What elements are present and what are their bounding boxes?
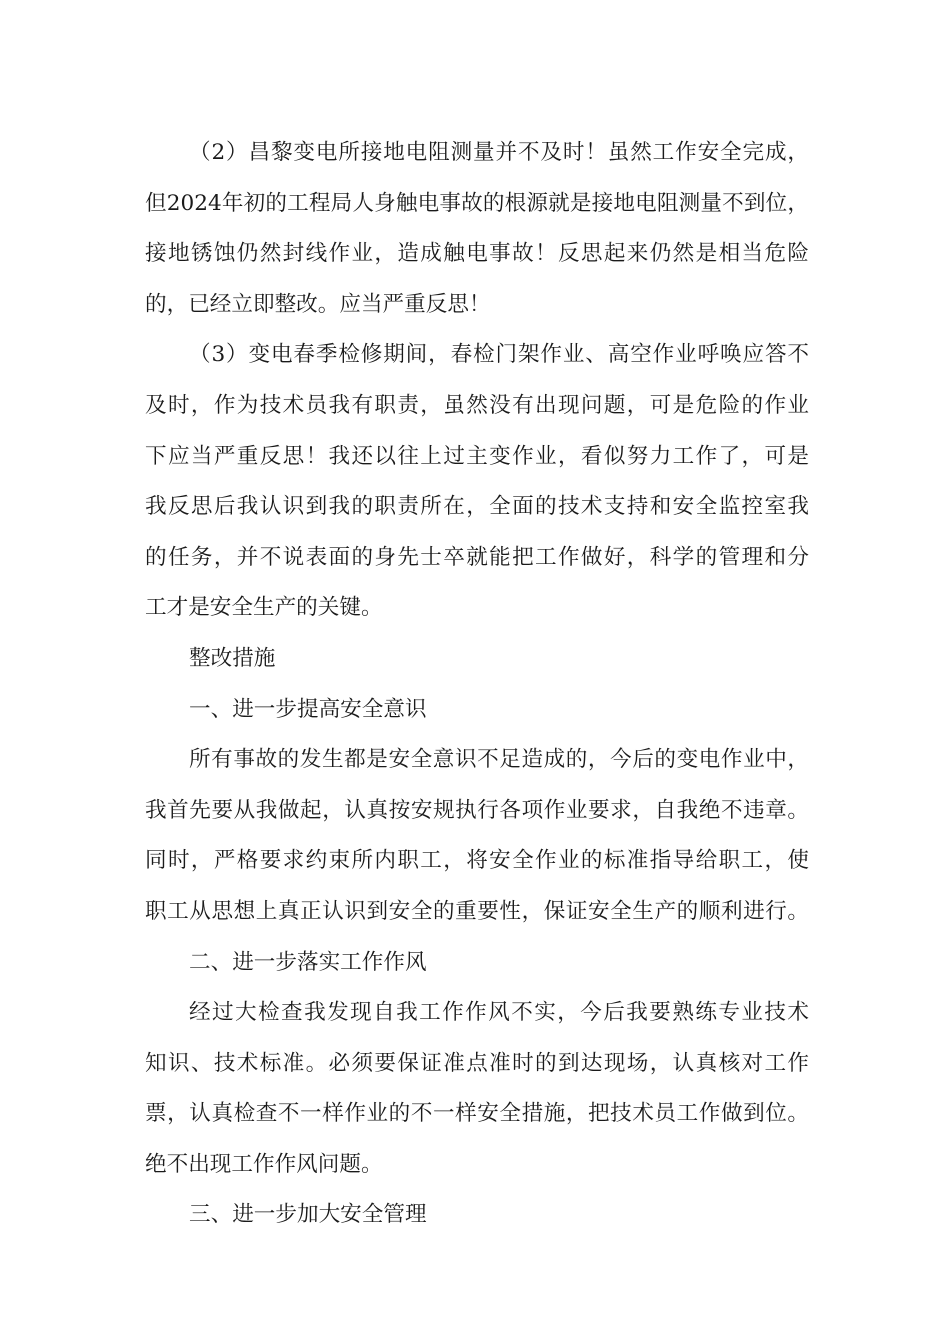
text-line: 绝不出现工作作风问题。 bbox=[145, 1151, 383, 1177]
section-heading: 一、进一步提高安全意识 bbox=[189, 696, 427, 722]
text-line: 同时，严格要求约束所内职工，将安全作业的标准指导给职工，使 bbox=[145, 848, 809, 874]
text-line: 的任务，并不说表面的身先士卒就能把工作做好，科学的管理和分 bbox=[145, 544, 809, 570]
text-line: 所有事故的发生都是安全意识不足造成的，今后的变电作业中， bbox=[189, 747, 809, 773]
text-line: 我反思后我认识到我的职责所在，全面的技术支持和安全监控室我 bbox=[145, 494, 809, 520]
text-line: 经过大检查我发现自我工作作风不实，今后我要熟练专业技术 bbox=[189, 1000, 809, 1026]
text-line: 及时，作为技术员我有职责，虽然没有出现问题，可是危险的作业 bbox=[145, 392, 809, 418]
text-line: 的，已经立即整改。应当严重反思！ bbox=[145, 291, 491, 317]
text-line: 下应当严重反思！我还以往上过主变作业，看似努力工作了，可是 bbox=[145, 443, 809, 469]
section-heading: 二、进一步落实工作作风 bbox=[189, 949, 427, 975]
text-line: （2）昌黎变电所接地电阻测量并不及时！虽然工作安全完成， bbox=[189, 140, 809, 165]
text-line: 我首先要从我做起，认真按安规执行各项作业要求，自我绝不违章。 bbox=[145, 797, 809, 823]
text-line: 知识、技术标准。必须要保证准点准时的到达现场，认真核对工作 bbox=[145, 1050, 809, 1076]
text-line: （3）变电春季检修期间，春检门架作业、高空作业呼唤应答不 bbox=[189, 342, 809, 368]
text-line: 但2024年初的工程局人身触电事故的根源就是接地电阻测量不到位， bbox=[145, 190, 809, 216]
text-line: 职工从思想上真正认识到安全的重要性，保证安全生产的顺利进行。 bbox=[145, 898, 809, 924]
text-line: 工才是安全生产的关键。 bbox=[145, 595, 383, 621]
section-heading: 三、进一步加大安全管理 bbox=[189, 1202, 427, 1228]
section-heading: 整改措施 bbox=[189, 645, 276, 671]
text-line: 接地锈蚀仍然封线作业，造成触电事故！反思起来仍然是相当危险 bbox=[145, 241, 809, 267]
text-line: 票，认真检查不一样作业的不一样安全措施，把技术员工作做到位。 bbox=[145, 1101, 809, 1127]
document-body bbox=[145, 128, 809, 1241]
